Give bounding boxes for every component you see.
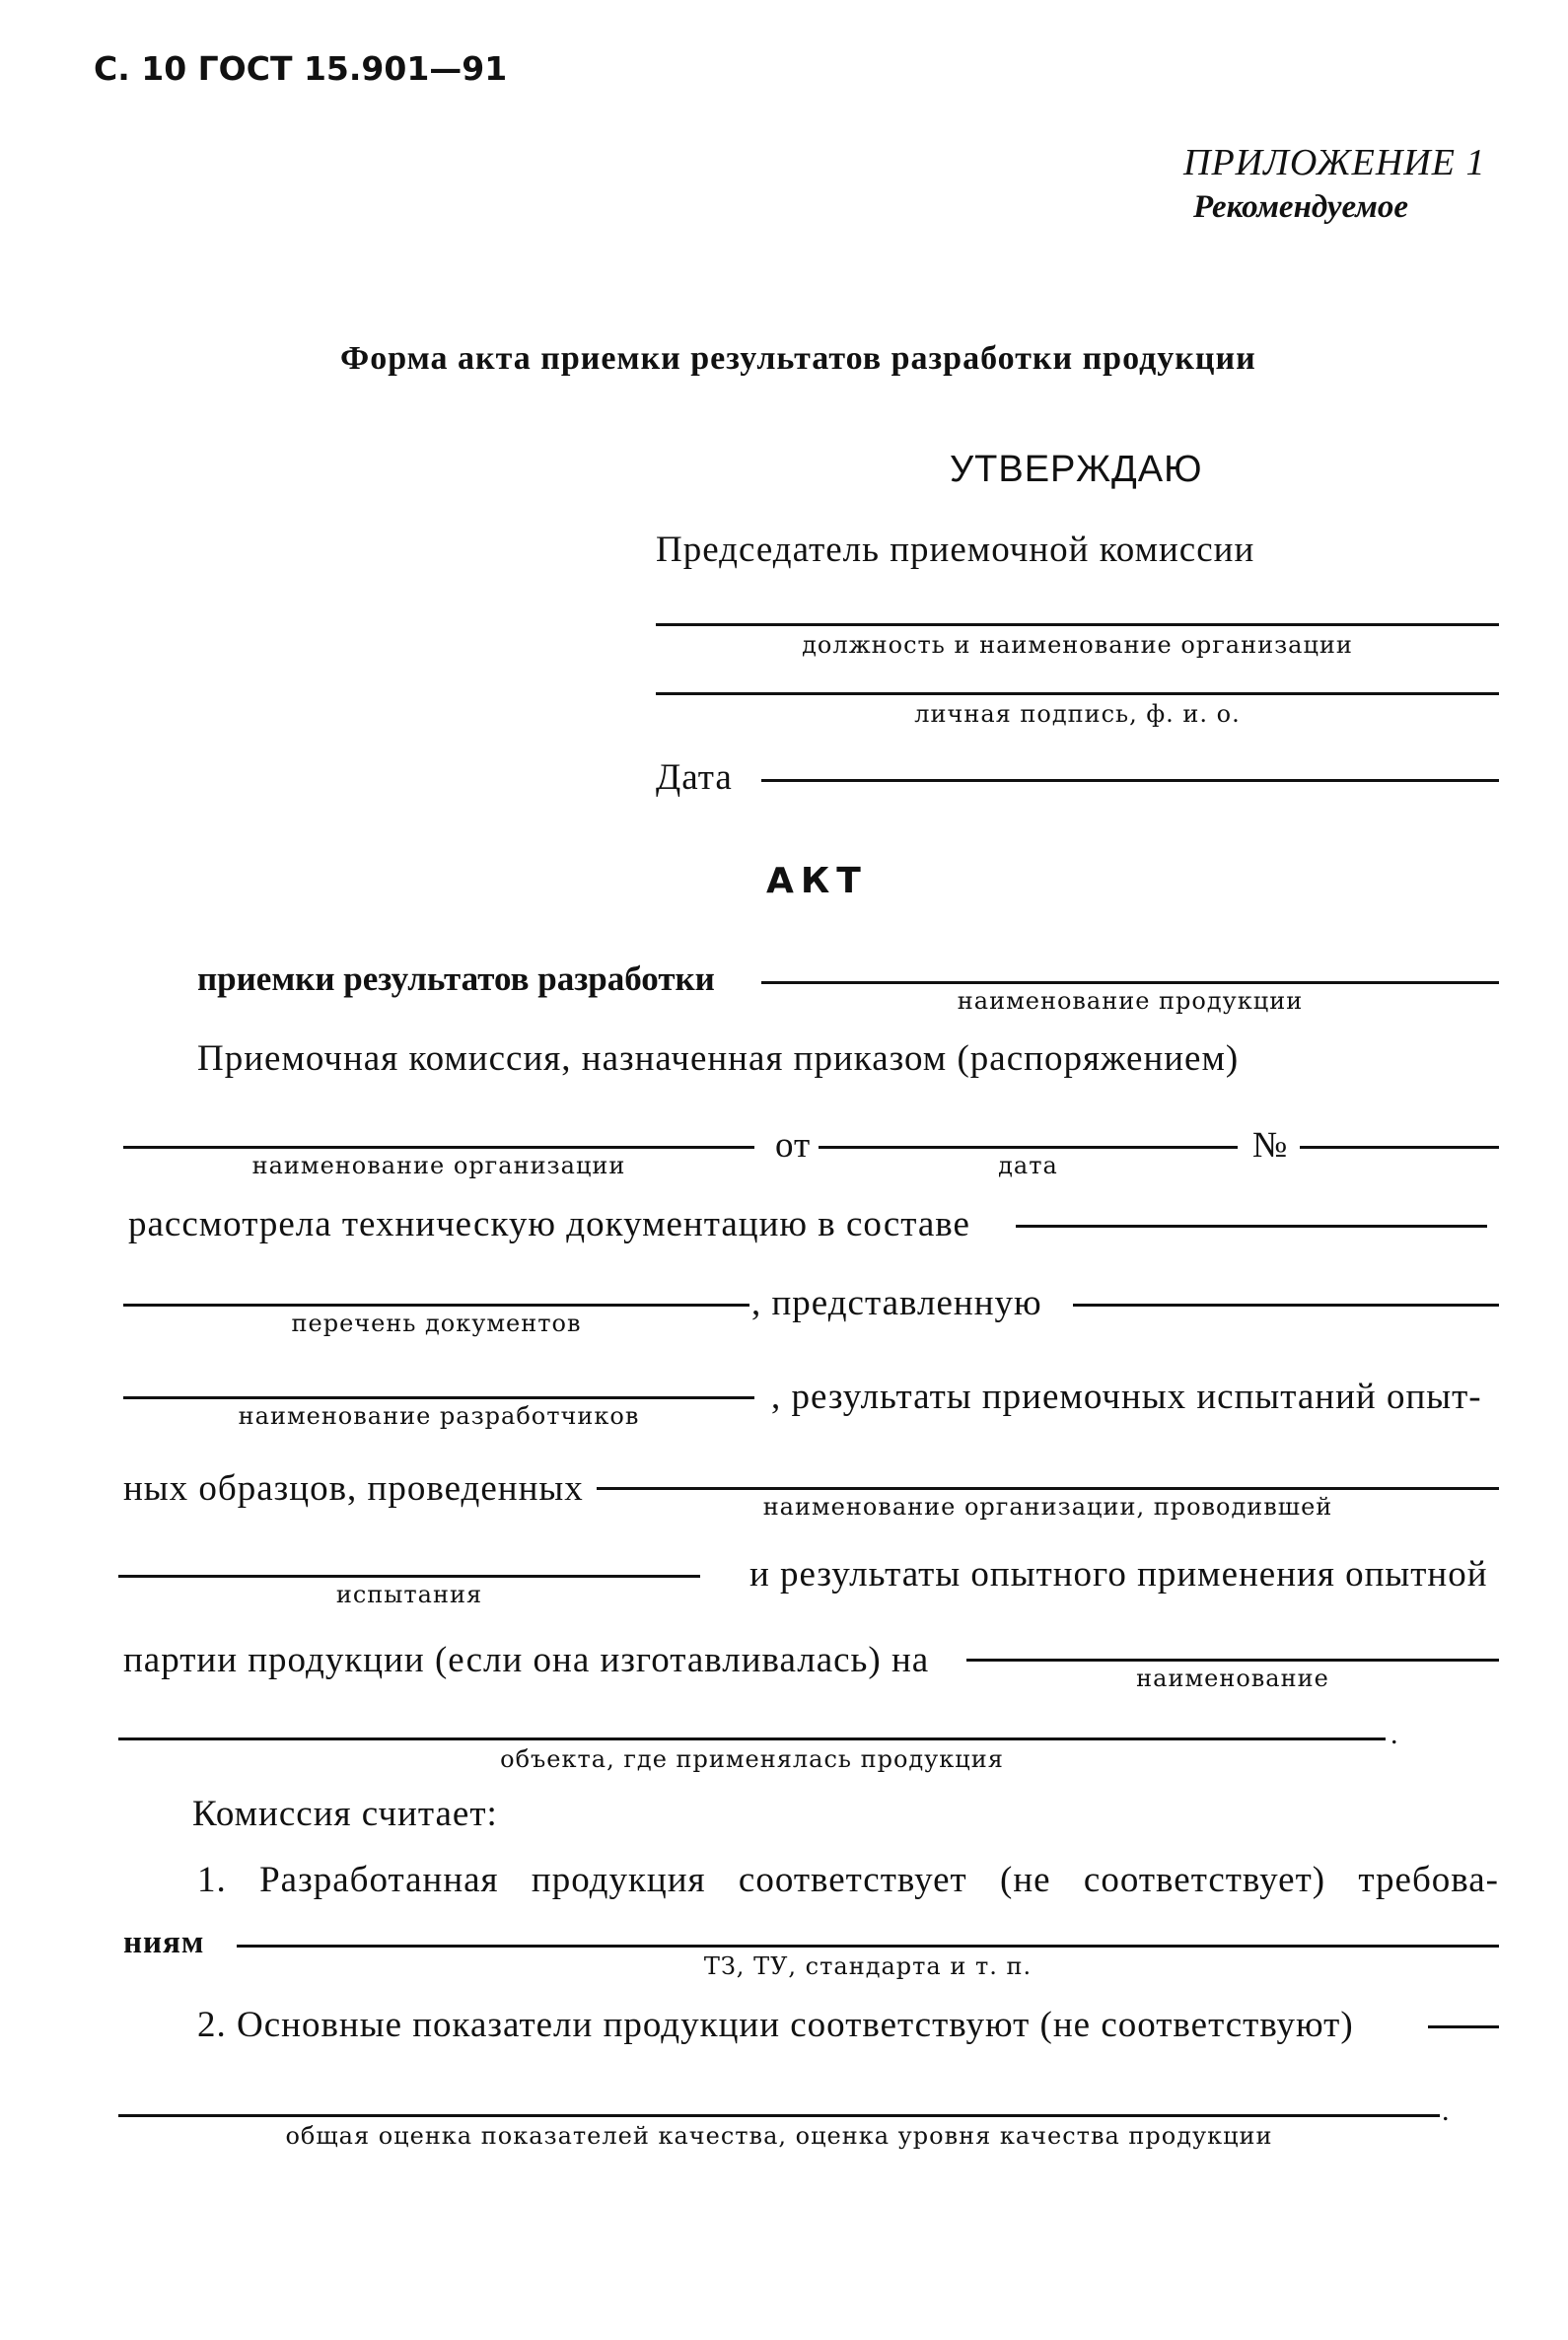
testing-line[interactable] — [118, 1575, 700, 1578]
documentation-line[interactable] — [1016, 1225, 1487, 1228]
position-caption: должность и наименование организации — [802, 631, 1353, 659]
form-title: Форма акта приемки результатов разработки продукции — [340, 340, 1256, 377]
presented-label: , представленную — [751, 1283, 1042, 1323]
conclusion-item-2: 2. Основные показатели продукции соответствуют (не соответствуют) — [197, 2005, 1354, 2045]
requirements-caption: ТЗ, ТУ, стандарта и т. п. — [703, 1952, 1033, 1980]
organization-caption: наименование организации — [251, 1152, 626, 1179]
product-name-caption: наименование продукции — [957, 987, 1304, 1015]
conclusion-item-1: 1. Разработанная продукция соответствует (не соответствует) требова- — [197, 1860, 1499, 1900]
organization-line[interactable] — [123, 1146, 754, 1149]
application-object-line[interactable] — [118, 1737, 1386, 1740]
position-line[interactable] — [656, 623, 1499, 626]
order-date-line[interactable] — [819, 1146, 1238, 1149]
testing-org-line[interactable] — [597, 1487, 1499, 1490]
date-label: Дата — [656, 757, 733, 798]
documents-list-line[interactable] — [123, 1304, 749, 1307]
developers-line[interactable] — [123, 1396, 754, 1399]
from-label: от — [775, 1125, 812, 1166]
signature-line[interactable] — [656, 692, 1499, 695]
order-number-line[interactable] — [1300, 1146, 1499, 1149]
page-reference: С. 10 ГОСТ 15.901—91 — [94, 49, 508, 88]
appendix-label: ПРИЛОЖЕНИЕ 1 — [1183, 142, 1486, 183]
chairman-label: Председатель приемочной комиссии — [656, 530, 1255, 570]
application-name-line[interactable] — [966, 1659, 1499, 1662]
testing-caption: испытания — [335, 1581, 483, 1608]
trial-results-label: и результаты опытного применения опытной — [749, 1554, 1488, 1595]
presented-by-line[interactable] — [1073, 1304, 1499, 1307]
indicators-line-end[interactable] — [1428, 2025, 1499, 2028]
period-mark-2: . — [1442, 2094, 1450, 2127]
batch-label: партии продукции (если она изготавливалась) на — [123, 1640, 930, 1680]
results-label: , результаты приемочных испытаний опыт- — [771, 1377, 1482, 1417]
recommended-label: Рекомендуемое — [1193, 189, 1409, 225]
quality-assessment-caption: общая оценка показателей качества, оценка уровня качества продукции — [285, 2122, 1273, 2150]
commission-line: Приемочная комиссия, назначенная приказом (распоряжением) — [197, 1038, 1240, 1079]
documents-list-caption: перечень документов — [291, 1310, 582, 1337]
conclusion-item-1-cont: ниям — [123, 1925, 205, 1960]
approve-label: УТВЕРЖДАЮ — [950, 449, 1203, 490]
act-title: АКТ — [766, 861, 868, 901]
act-subject-label: приемки результатов разработки — [197, 959, 715, 998]
application-object-caption: объекта, где применялась продукция — [500, 1745, 1004, 1773]
developers-caption: наименование разработчиков — [238, 1402, 640, 1430]
product-name-line[interactable] — [761, 981, 1499, 984]
number-label: № — [1252, 1125, 1289, 1166]
date-line[interactable] — [761, 779, 1499, 782]
testing-org-caption: наименование организации, проводившей — [762, 1493, 1333, 1521]
signature-caption: личная подпись, ф. и. о. — [914, 700, 1241, 728]
period-mark: . — [1390, 1718, 1398, 1750]
requirements-line[interactable] — [237, 1945, 1499, 1948]
reviewed-label: рассмотрела техническую документацию в составе — [128, 1204, 970, 1244]
application-name-caption: наименование — [1136, 1665, 1329, 1692]
commission-finds-label: Комиссия считает: — [192, 1794, 498, 1834]
quality-assessment-line[interactable] — [118, 2114, 1440, 2117]
order-date-caption: дата — [998, 1152, 1058, 1179]
samples-label: ных образцов, проведенных — [123, 1468, 584, 1509]
